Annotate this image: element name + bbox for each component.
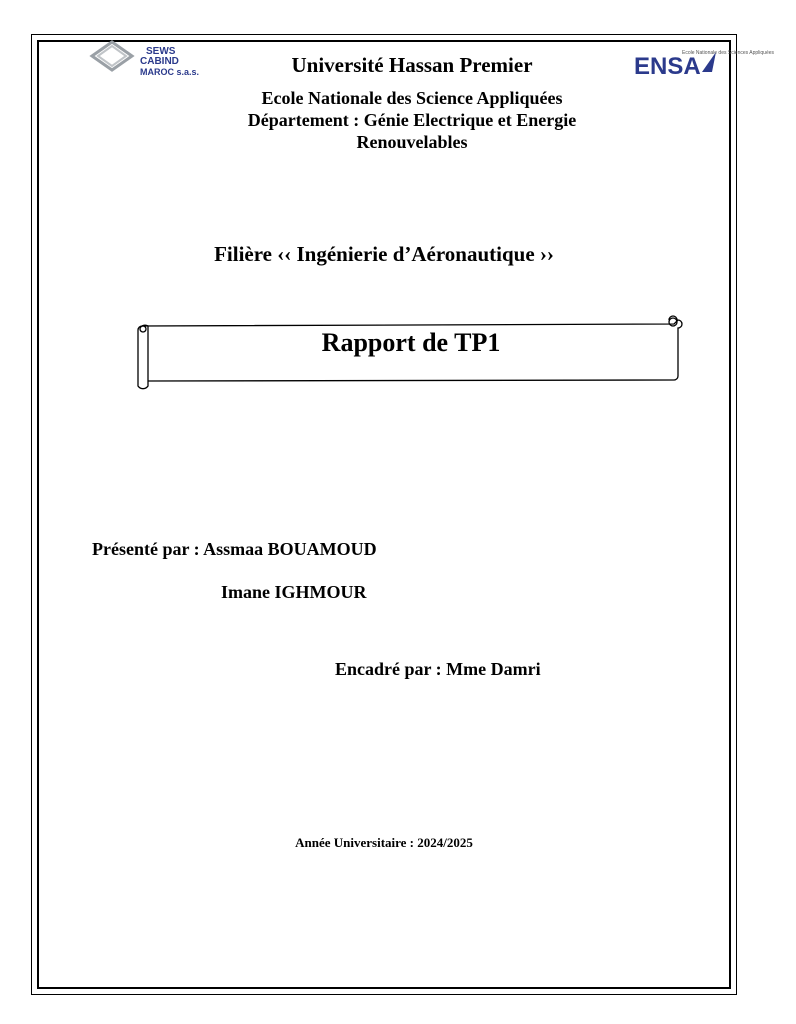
logo-line-2: CABIND: [140, 56, 179, 67]
school-name: Ecole Nationale des Science Appliquées: [261, 88, 563, 108]
supervised-by-label: Encadré par :: [335, 659, 442, 679]
author-name-1: Assmaa BOUAMOUD: [203, 539, 377, 559]
department-name: Département : Génie Electrique et Energie: [247, 110, 577, 130]
logo-line-1: SEWS: [146, 46, 176, 57]
supervised-by: [335, 659, 541, 680]
department-name-cont: Renouvelables: [356, 132, 468, 152]
ensa-logo-text: ENSA: [634, 53, 701, 80]
academic-year: Année Universitaire : 2024/2025: [295, 835, 473, 850]
school-block: [28, 87, 796, 153]
author-name-2: Imane IGHMOUR: [221, 582, 367, 602]
report-title: Rapport de TP1: [321, 328, 501, 357]
presented-by-label: Présenté par :: [92, 539, 200, 559]
supervisor-name: Mme Damri: [446, 659, 541, 679]
filiere-title: Filière ‹‹ Ingénierie d’Aéronautique ››: [214, 242, 554, 266]
ensa-logo-subtext: Ecole Nationale des Sciences Appliquées: [682, 50, 775, 56]
presented-by: [92, 539, 377, 560]
logo-line-3: MAROC s.a.s.: [140, 67, 200, 77]
university-name: Université Hassan Premier: [291, 53, 533, 77]
